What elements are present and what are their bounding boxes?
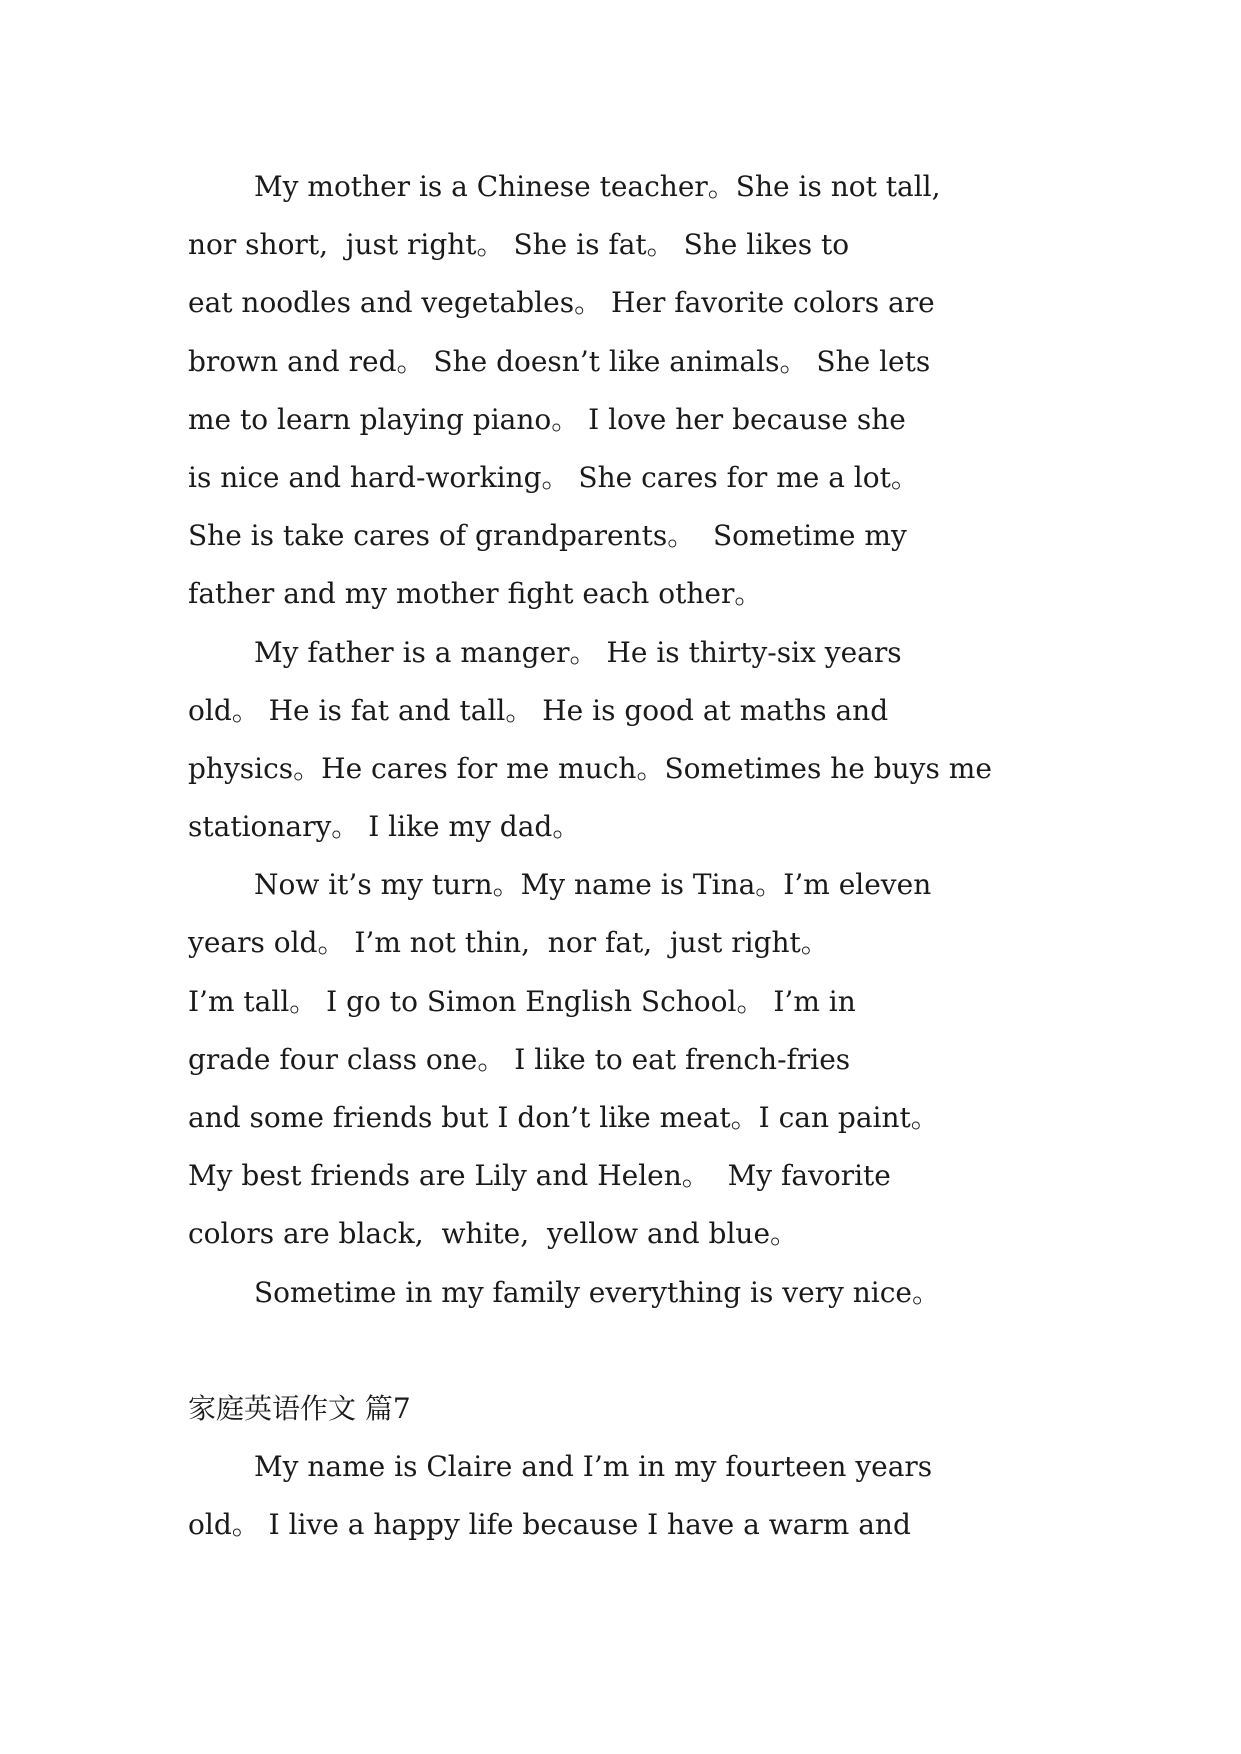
document-body [188, 158, 1068, 1555]
text-line: stationary。 I like my dad。 [188, 810, 581, 844]
blank-line [188, 1322, 1068, 1380]
text-line: My name is Claire and I’m in my fourteen years [254, 1450, 933, 1484]
text-line: My best friends are Lily and Helen。 My favorite [188, 1159, 891, 1193]
section-heading: 家庭英语作文 篇7 [188, 1391, 411, 1425]
text-line: old。 I live a happy life because I have a warm and [188, 1508, 911, 1542]
text-line: physics。He cares for me much。Sometimes he buys me [188, 751, 992, 785]
text-line: nor short, just right。 She is fat。 She likes to [188, 228, 850, 262]
text-line: years old。 I’m not thin, nor fat, just right。 [188, 926, 829, 960]
text-line: colors are black, white, yellow and blue。 [188, 1217, 799, 1251]
text-line: is nice and hard-working。 She cares for me a lot。 [188, 460, 919, 494]
text-line: me to learn playing piano。 I love her because she [188, 402, 906, 436]
text-line: brown and red。 She doesn’t like animals。 She lets [188, 344, 931, 378]
text-line: Now it’s my turn。My name is Tina。I’m eleven [254, 868, 932, 902]
text-line: She is take cares of grandparents。 Sometime my [188, 519, 907, 553]
text-line: eat noodles and vegetables。 Her favorite colors are [188, 286, 935, 320]
text-line: My mother is a Chinese teacher。She is not tall, [254, 170, 941, 203]
paragraph-self [188, 856, 1068, 1263]
text-line: Sometime in my family everything is very nice。 [254, 1275, 941, 1309]
text-line: father and my mother fight each other。 [188, 577, 763, 611]
paragraph-conclusion [188, 1264, 1068, 1322]
text-line: grade four class one。 I like to eat french-fries [188, 1042, 851, 1076]
paragraph-father [188, 624, 1068, 857]
paragraph-mother [188, 158, 1068, 624]
text-line: old。 He is fat and tall。 He is good at maths and [188, 693, 889, 727]
text-line: My father is a manger。 He is thirty-six years [254, 635, 902, 669]
text-line: I’m tall。 I go to Simon English School。 I’m in [188, 984, 856, 1018]
paragraph-claire [188, 1438, 1068, 1554]
text-line: and some friends but I don’t like meat。I can paint。 [188, 1101, 939, 1134]
